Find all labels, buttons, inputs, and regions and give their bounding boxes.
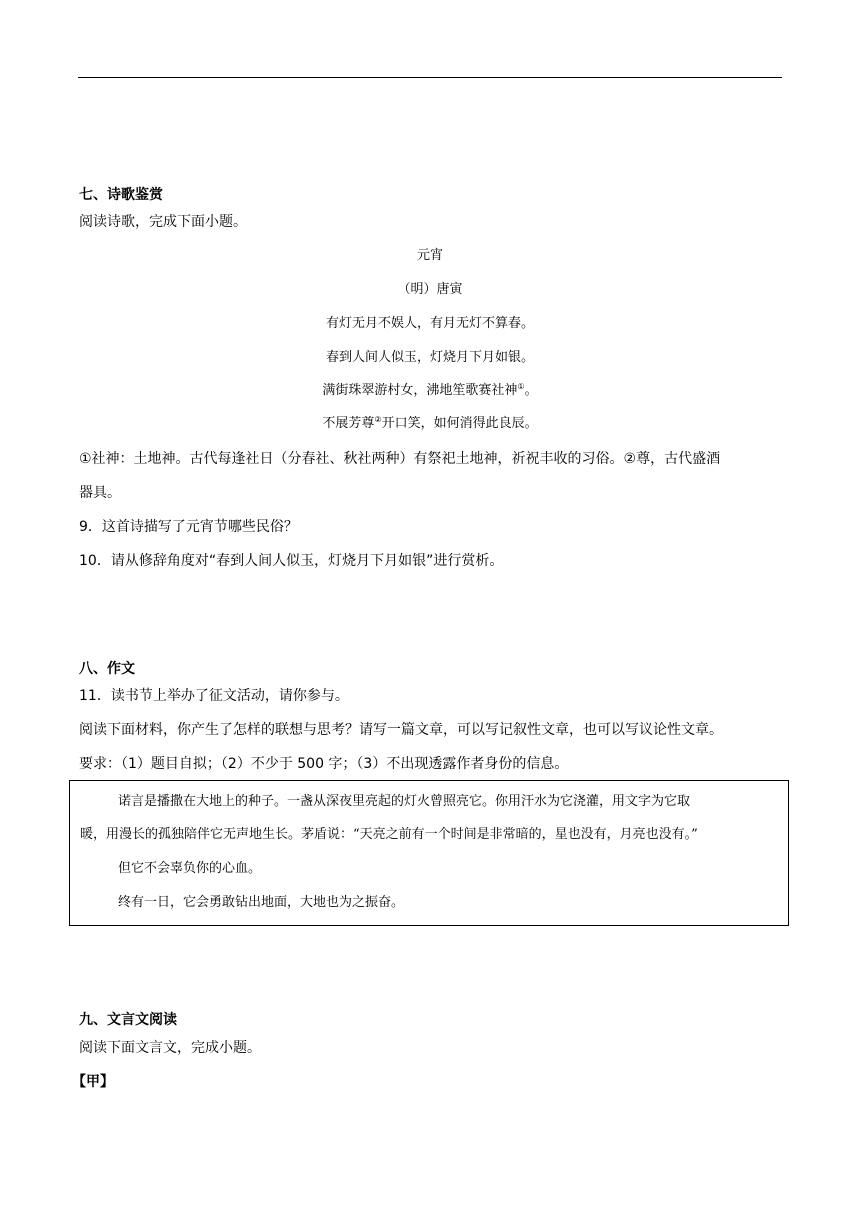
poem-author: （明）唐寅	[397, 282, 463, 297]
poem-line-4-b: 开口笑，如何消得此良辰。	[381, 416, 538, 431]
material-para3: 终有一日，它会勇敢钻出地面，大地也为之振奋。	[118, 895, 405, 910]
section-title-classical: 九、文言文阅读	[79, 1012, 177, 1028]
footnote-mark-2: ②	[374, 415, 382, 424]
question-9: 9．这首诗描写了元宵节哪些民俗？	[79, 519, 298, 535]
material-para2: 但它不会辜负你的心血。	[118, 861, 262, 876]
question-10: 10．请从修辞角度对“春到人间人似玉，灯烧月下月如银”进行赏析。	[79, 553, 504, 569]
material-box	[69, 780, 789, 926]
question-11: 11．读书节上举办了征文活动，请你参与。	[79, 688, 349, 704]
header-rule	[78, 77, 782, 78]
footnote-mark-1: ①	[517, 382, 525, 391]
classical-instruction: 阅读下面文言文，完成小题。	[79, 1040, 261, 1056]
material-para1-line1: 诺言是播撒在大地上的种子。一盏从深夜里亮起的灯火曾照亮它。你用汗水为它浇灌，用文字为它取	[118, 794, 691, 809]
composition-requirements: 要求：（1）题目自拟；（2）不少于 500 字；（3）不出现透露作者身份的信息。	[79, 756, 569, 772]
poem-line-4-a: 不展芳尊	[322, 416, 375, 431]
poem-line-1: 有灯无月不娱人，有月无灯不算春。	[325, 316, 534, 331]
poem-line-2: 春到人间人似玉，灯烧月下月如银。	[325, 350, 534, 365]
poetry-instruction: 阅读诗歌，完成下面小题。	[79, 214, 247, 230]
poem-line-3	[0, 382, 860, 400]
poem-line-3-text: 满街珠翠游村女，沸地笙歌赛社神	[322, 383, 518, 398]
poem-note-line-2: 器具。	[79, 485, 121, 501]
section-title-poetry: 七、诗歌鉴赏	[79, 187, 163, 203]
material-para1-line2: 暖，用漫长的孤独陪伴它无声地生长。茅盾说：“天亮之前有一个时间是非常暗的，星也没有，月亮也没有。”	[80, 827, 698, 842]
composition-instruction: 阅读下面材料，你产生了怎样的联想与思考？请写一篇文章，可以写记叙性文章，也可以写议论性文章。	[79, 722, 723, 738]
poem-note-line-1: ①社神：土地神。古代每逢社日（分春社、秋社两种）有祭祀土地神，祈祝丰收的习俗。②尊，古代盛酒	[79, 451, 721, 467]
passage-label-jia: 【甲】	[72, 1074, 114, 1090]
poem-line-3-end: 。	[524, 383, 538, 398]
poem-title: 元宵	[416, 248, 443, 263]
poem-line-4	[0, 415, 860, 433]
section-title-composition: 八、作文	[79, 661, 135, 677]
